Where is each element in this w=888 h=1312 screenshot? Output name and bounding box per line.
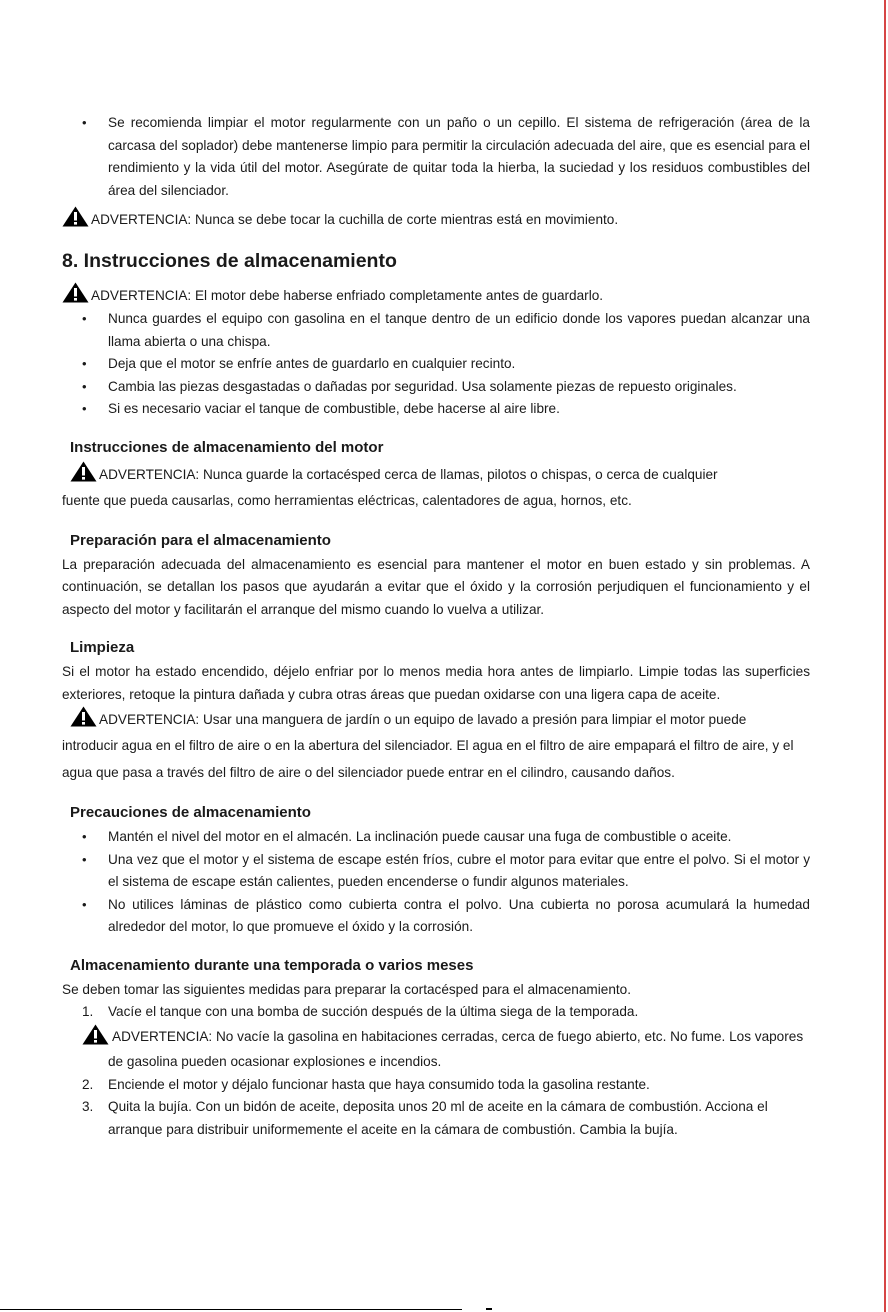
- motor-storage-heading: Instrucciones de almacenamiento del motor: [70, 438, 384, 456]
- footer-rule: [0, 1309, 462, 1310]
- warning-note: [62, 461, 810, 487]
- warning-text: ADVERTENCIA: El motor debe haberse enfriado completamente antes de guardarlo.: [91, 288, 604, 303]
- preparation-heading: Preparación para el almacenamiento: [70, 531, 331, 549]
- list-item: • Se recomienda limpiar el motor regularmente con un paño o un cepillo. El sistema de refrigeración (área de la carcasa del soplador) debe mantenerse limpio para permitir la circulación adecuada del aire, que es esencial para el rendimiento y la vida útil del motor. Asegúrate de quitar toda la hierba, la suciedad y los residuos combustibles del área del silenciador.: [62, 112, 810, 202]
- step-text: Vacíe el tanque con una bomba de succión después de la última siega de la temporada.: [108, 1004, 639, 1019]
- warning-note: [62, 706, 810, 732]
- warning-text: ADVERTENCIA: Usar una manguera de jardín o un equipo de lavado a presión para limpiar el motor puede: [99, 712, 747, 727]
- warning-triangle-icon: [70, 461, 97, 482]
- list-item: • Deja que el motor se enfríe antes de guardarlo en cualquier recinto.: [62, 353, 810, 376]
- season-intro: Se deben tomar las siguientes medidas para preparar la cortacésped para el almacenamiento.: [62, 981, 631, 997]
- intro-bullet-list: [62, 112, 810, 202]
- warning-note: [62, 206, 810, 232]
- section-8-title: 8. Instrucciones de almacenamiento: [62, 250, 397, 272]
- warning-triangle-icon: [62, 206, 89, 227]
- step-text: Quita la bujía. Con un bidón de aceite, deposita unos 20 ml de aceite en la cámara de combustión. Acciona el arranque para distribuir uniformemente el aceite en la cámara de combustión. Cambia la bujía.: [108, 1099, 768, 1137]
- warning-triangle-icon: [70, 706, 97, 727]
- warning-text: ADVERTENCIA: No vacíe la gasolina en habitaciones cerradas, cerca de fuego abierto, etc. No fume. Los vapores de gasolina pueden ocasionar explosiones e incendios.: [108, 1028, 804, 1069]
- list-item: • Una vez que el motor y el sistema de escape estén fríos, cubre el motor para evitar que entre el polvo. Si el motor y el sistema de escape están calientes, pueden encenderse o fundir algunos materiales.: [62, 849, 810, 894]
- step-number: 2.: [82, 1076, 94, 1092]
- list-item: [62, 1001, 810, 1024]
- season-storage-heading: Almacenamiento durante una temporada o varios meses: [70, 956, 474, 974]
- preparation-paragraph: La preparación adecuada del almacenamiento es esencial para mantener el motor en buen estado y sin problemas. A continuación, se detallan los pasos que ayudarán a evitar que el óxido y la corrosión perjudiquen el funcionamiento y el aspecto del motor y facilitarán el arranque del mismo cuando lo vuelva a utilizar.: [62, 556, 810, 617]
- cleaning-heading: Limpieza: [70, 639, 135, 656]
- list-item: • Cambia las piezas desgastadas o dañadas por seguridad. Usa solamente piezas de repuesto originales.: [62, 376, 810, 399]
- footer-tick: [486, 1308, 492, 1310]
- page-edge-rule: [884, 0, 886, 1312]
- warning-note: [62, 282, 810, 308]
- warning-continuation: introducir agua en el filtro de aire o en la abertura del silenciador. El agua en el filtro de aire empapará el filtro de aire, y el agua que pasa a través del filtro de aire o del silenciador puede entrar en el cilindro, causando daños.: [62, 738, 794, 780]
- warning-triangle-icon: [62, 282, 89, 303]
- warning-continuation: fuente que pueda causarlas, como herramientas eléctricas, calentadores de agua, hornos, etc.: [62, 492, 632, 508]
- list-item: • Mantén el nivel del motor en el almacén. La inclinación puede causar una fuga de combustible o aceite.: [62, 826, 810, 849]
- list-item: [62, 1074, 810, 1097]
- list-item: • Si es necesario vaciar el tanque de combustible, debe hacerse al aire libre.: [62, 398, 810, 421]
- precautions-bullet-list: [62, 826, 810, 939]
- season-steps-list: [62, 1001, 810, 1141]
- step-number: 3.: [82, 1099, 94, 1114]
- precautions-heading: Precauciones de almacenamiento: [70, 804, 311, 821]
- step-warning: [62, 1024, 810, 1074]
- step-text: Enciende el motor y déjalo funcionar hasta que haya consumido toda la gasolina restante.: [108, 1076, 650, 1092]
- step-number: 1.: [82, 1004, 94, 1019]
- document-body: [62, 112, 810, 1141]
- list-item: [62, 1096, 810, 1141]
- storage-bullet-list: [62, 308, 810, 421]
- list-item: • Nunca guardes el equipo con gasolina en el tanque dentro de un edificio donde los vapores puedan alcanzar una llama abierta o una chispa.: [62, 308, 810, 353]
- list-item: • No utilices láminas de plástico como cubierta contra el polvo. Una cubierta no porosa acumulará la humedad alrededor del motor, lo que promueve el óxido y la corrosión.: [62, 894, 810, 939]
- warning-text: ADVERTENCIA: Nunca se debe tocar la cuchilla de corte mientras está en movimiento.: [91, 212, 619, 227]
- warning-triangle-icon: [82, 1024, 109, 1045]
- cleaning-paragraph: Si el motor ha estado encendido, déjelo enfriar por lo menos media hora antes de limpiarlo. Limpie todas las superficies exteriores, retoque la pintura dañada y cubra otras áreas que puedan oxidarse con una ligera capa de aceite.: [62, 664, 810, 702]
- warning-icon-wrap: [82, 1024, 111, 1050]
- warning-text: ADVERTENCIA: Nunca guarde la cortacésped cerca de llamas, pilotos o chispas, o cerca de cualquier: [99, 466, 718, 482]
